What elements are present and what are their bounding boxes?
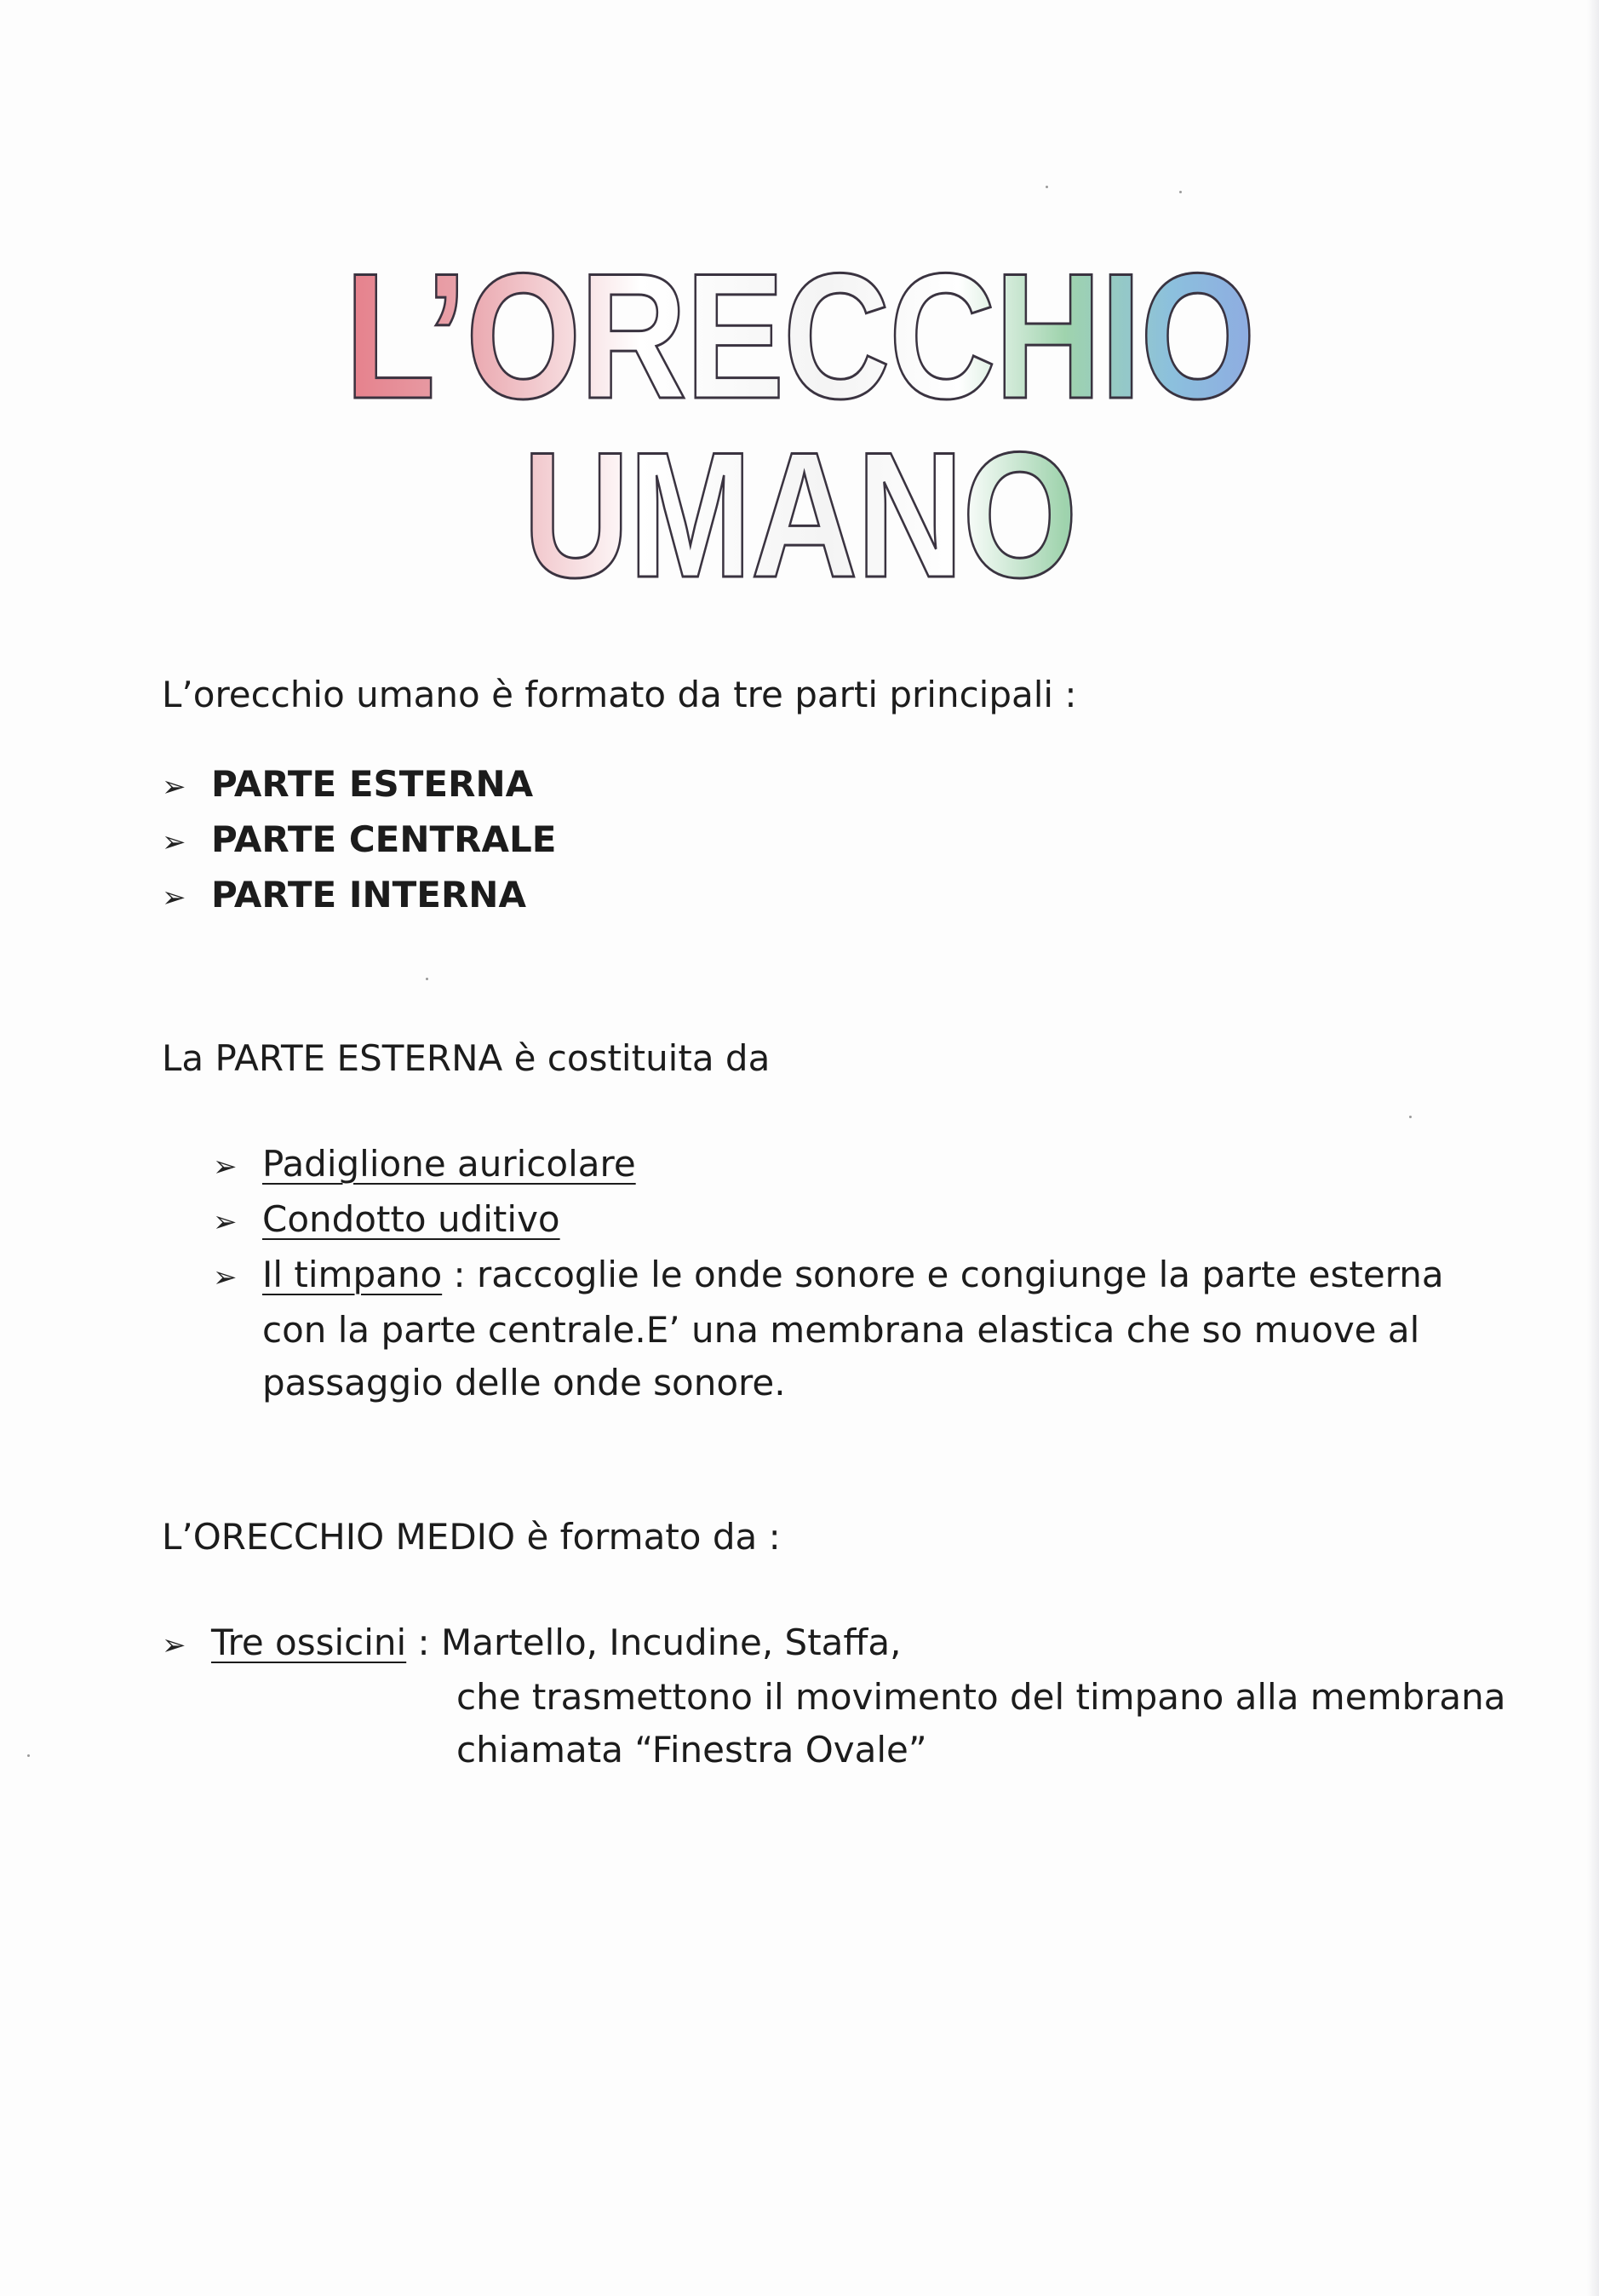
arrow-bullet-icon: ➢ [213, 1260, 238, 1294]
arrow-bullet-icon: ➢ [162, 1628, 186, 1662]
external-heading: La PARTE ESTERNA è costituita da [162, 1037, 771, 1079]
term-ossicini: Tre ossicini [211, 1622, 407, 1663]
list-item [213, 1193, 1444, 1248]
list-item [213, 1138, 1444, 1193]
intro-text: L’orecchio umano è formato da tre parti principali : [162, 674, 1077, 715]
scan-speck [1046, 186, 1048, 188]
middle-item [162, 1616, 901, 1672]
arrow-bullet-icon: ➢ [213, 1205, 238, 1239]
part-label: PARTE CENTRALE [211, 818, 557, 860]
scan-speck [27, 1754, 30, 1757]
list-item [162, 869, 556, 924]
page-title [0, 236, 1599, 615]
term-condotto: Condotto uditivo [262, 1198, 560, 1240]
arrow-bullet-icon: ➢ [162, 881, 186, 915]
list-item [162, 813, 556, 869]
scan-speck [1409, 1116, 1412, 1118]
part-label: PARTE INTERNA [211, 874, 526, 916]
parts-list [162, 758, 556, 924]
title-wordart: L’ORECCHIO UMANO [136, 247, 1464, 605]
ossicini-desc-line3: chiamata “Finestra Ovale” [456, 1729, 927, 1771]
external-list [213, 1138, 1444, 1409]
timpano-desc-line3: passaggio delle onde sonore. [262, 1362, 786, 1403]
middle-heading: L’ORECCHIO MEDIO è formato da : [162, 1516, 781, 1558]
list-item [162, 758, 556, 813]
part-label: PARTE ESTERNA [211, 763, 534, 805]
arrow-bullet-icon: ➢ [162, 770, 186, 804]
arrow-bullet-icon: ➢ [162, 825, 186, 859]
ossicini-desc-line2: che trasmettono il movimento del timpano alla membrana [456, 1676, 1506, 1718]
timpano-desc-line2: con la parte centrale.E’ una membrana elastica che so muove al [262, 1309, 1420, 1351]
term-timpano: Il timpano [262, 1254, 443, 1295]
term-padiglione: Padiglione auricolare [262, 1143, 636, 1185]
scan-speck [426, 978, 428, 980]
arrow-bullet-icon: ➢ [213, 1150, 238, 1184]
scan-speck [1179, 191, 1182, 193]
ossicini-desc-line1: : Martello, Incudine, Staffa, [406, 1622, 902, 1663]
list-item [213, 1248, 1444, 1409]
timpano-desc-line1: : raccoglie le onde sonore e congiunge la parte esterna [442, 1254, 1444, 1295]
